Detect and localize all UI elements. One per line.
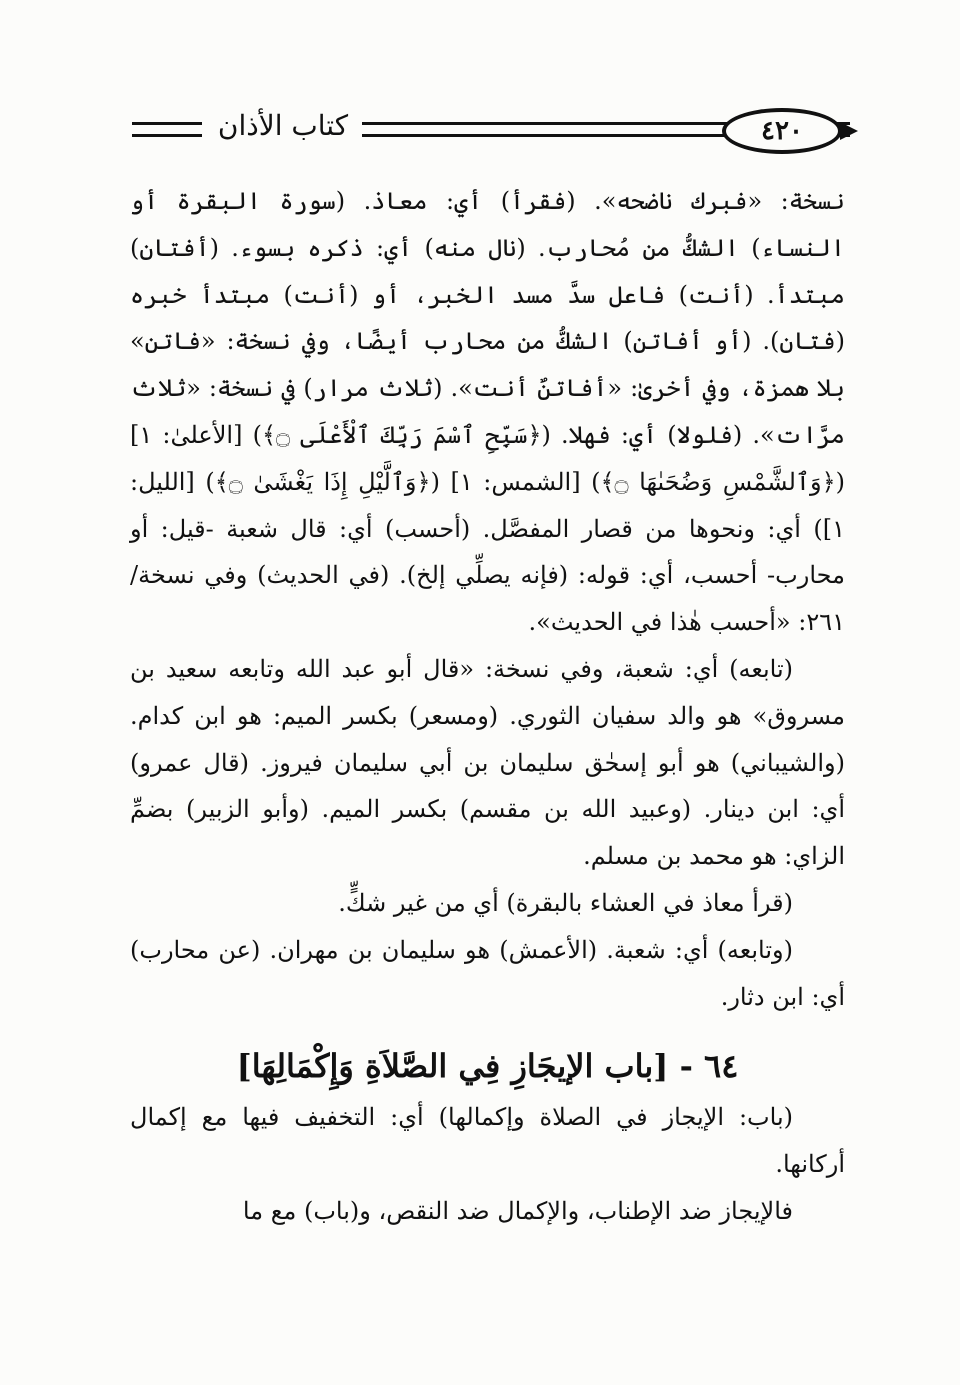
section-heading: ٦٤ - [باب الإيجَازِ فِي الصَّلاَةِ وَإِكْمَالِهَا] — [236, 1047, 739, 1086]
paragraph: (باب: الإيجاز في الصلاة وإكمالها) أي: التخفيف فيها مع إكمال أركانها. — [130, 1103, 845, 1179]
paragraph: (وتابعه) أي: شعبة. (الأعمش) هو سليمان بن مهران. (عن محارب) أي: ابن دثار. — [130, 935, 845, 1011]
paragraph: نسخة: «فبرك ناضحه». (فقرأ) أي: معاذ. (سورة البقرة أو النساء) الشكُّ من مُحارب. (نال منه) أي: ذكره بسوء. (أفتان) مبتدأ. (أنت) فاعل سدَّ مسد الخبر، أو (أنت) مبتدأ خبره (فتان). (أو أفاتن) الشكُّ من محارب أيضًا، وفي نسخة: «فاتن» بلا همزة، وفي أخرىٰ: «أفاتنٌ أنت». (ثلاث مرار) في نسخة: «ثلاث مرَّات». (فلولا) أي: فهلا. (﴿سَبِّحِ ٱسْمَ رَبِّكَ ٱلْأَعْلَى ۝﴾) [الأعلىٰ: ١] (﴿وَٱلشَّمْسِ وَضُحَىٰهَا ۝﴾) [الشمس: ١] (﴿وَٱلَّيْلِ إِذَا يَغْشَىٰ ۝﴾) [الليل: ١]) أي: ونحوها من قصار المفصَّل. (أحسب) أي: قال شعبة -قيل: أو محارب- أحسب، أي: قوله: (فإنه يصلِّي إلخ). (في الحديث) وفي نسخة/ ٢٦١: «أحسب هٰذا في الحديث». — [130, 187, 846, 637]
page-body — [130, 178, 845, 1235]
book-title: كتاب الأذان — [217, 109, 349, 142]
paragraph: (تابعه) أي: شعبة، وفي نسخة: «قال أبو عبد الله وتابعه سعيد بن مسروق» هو والد سفيان الثوري. (ومسعر) بكسر الميم: هو ابن كدام. (والشيباني) هو أبو إسحٰق سليمان بن أبي سليمان فيروز. (قال عمرو) أي: ابن دينار. (وعبيد الله بن مقسم) بكسر الميم. (وأبو الزبير) بضمِّ الزاي: هو محمد بن مسلم. — [130, 654, 845, 871]
header-rule-left — [132, 122, 202, 137]
paragraph: فالإيجاز ضد الإطناب، والإكمال ضد النقص، و(باب) مع ما — [242, 1196, 793, 1225]
page-number: ٤٢٠ — [722, 108, 842, 154]
page-header — [132, 104, 847, 154]
paragraph: (قرأ معاذ في العشاء بالبقرة) أي من غير شكٍّ. — [338, 888, 793, 917]
